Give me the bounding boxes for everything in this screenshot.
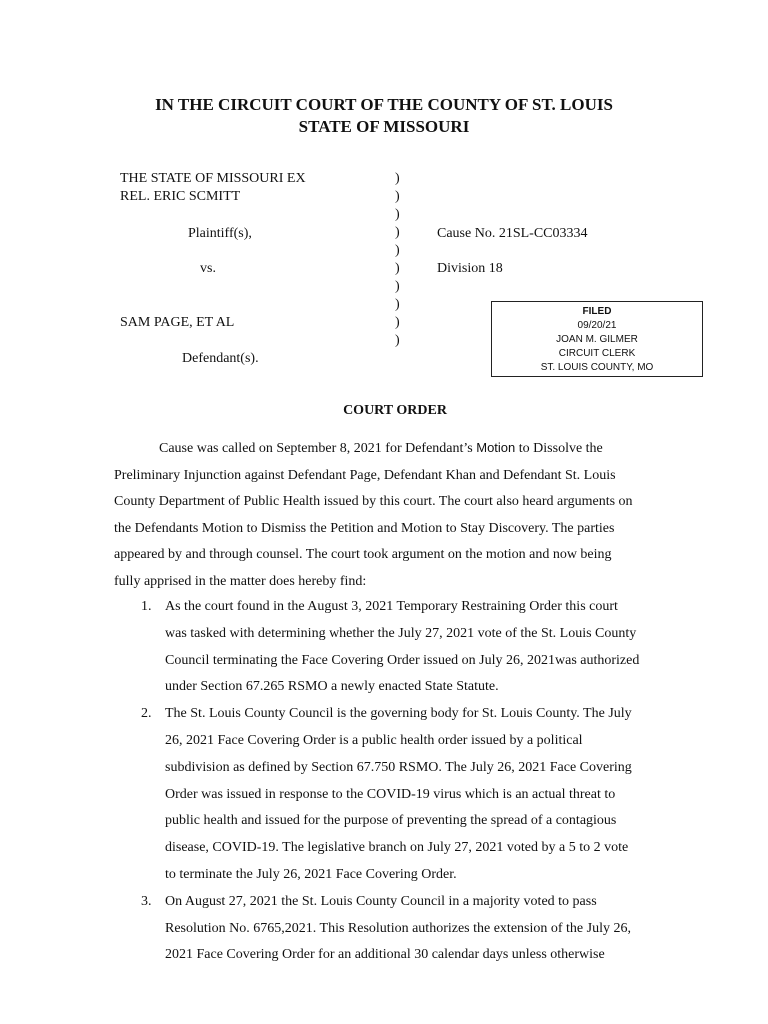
stamp-filed: FILED [582, 306, 612, 317]
versus-label: vs. [200, 261, 216, 276]
finding-line: public health and issued for the purpose of preventing the spread of a contagious [165, 813, 617, 829]
intro-line: Preliminary Injunction against Defendant Page, Defendant Khan and Defendant St. Louis [114, 467, 616, 483]
finding-line: disease, COVID-19. The legislative branch on July 27, 2021 voted by a 5 to 2 vote [165, 840, 629, 856]
finding-line: The St. Louis County Council is the governing body for St. Louis County. The July [165, 706, 632, 722]
intro-line: fully apprised in the matter does hereby find: [114, 573, 367, 589]
division-number: Division 18 [437, 261, 503, 276]
intro-line: appeared by and through counsel. The court took argument on the motion and now being [114, 547, 612, 562]
paren: ) [395, 171, 400, 186]
plaintiff-name-line1: THE STATE OF MISSOURI EX [120, 171, 306, 186]
paren: ) [395, 207, 400, 222]
stamp-clerk-name: JOAN M. GILMER [556, 334, 638, 345]
court-state: STATE OF MISSOURI [298, 117, 470, 136]
plaintiff-role: Plaintiff(s), [188, 226, 252, 241]
finding-number: 2. [141, 706, 152, 722]
finding-line: Resolution No. 6765,2021. This Resolution authorizes the extension of the July 26, [165, 920, 631, 936]
paren: ) [395, 279, 400, 294]
intro-text: Cause was called on September 8, 2021 for Defendant’s [159, 441, 477, 456]
finding-item [141, 594, 701, 701]
intro-text-motion: Motion [476, 440, 516, 455]
intro-line: the Defendants Motion to Dismiss the Petition and Motion to Stay Discovery. The parties [114, 520, 615, 536]
finding-line: under Section 67.265 RSMO a newly enacted State Statute. [165, 679, 499, 695]
paren: ) [395, 315, 400, 330]
finding-line: 26, 2021 Face Covering Order is a public health order issued by a political [165, 732, 583, 748]
paren: ) [395, 333, 400, 348]
finding-line: subdivision as defined by Section 67.750 RSMO. The July 26, 2021 Face Covering [165, 759, 632, 775]
order-heading: COURT ORDER [343, 403, 447, 418]
paren: ) [395, 261, 400, 276]
paren: ) [395, 225, 400, 240]
paren: ) [395, 297, 400, 312]
cause-number: Cause No. 21SL-CC03334 [437, 226, 588, 241]
stamp-county: ST. LOUIS COUNTY, MO [540, 362, 654, 373]
finding-line: Council terminating the Face Covering Order issued on July 26, 2021was authorized [165, 652, 640, 668]
finding-line: As the court found in the August 3, 2021 Temporary Restraining Order this court [165, 599, 618, 614]
finding-item [141, 701, 701, 889]
intro-line [114, 435, 684, 463]
plaintiff-name-line2: REL. ERIC SCMITT [120, 189, 241, 204]
finding-line: On August 27, 2021 the St. Louis County Council in a majority voted to pass [165, 893, 597, 909]
intro-paragraph [114, 435, 684, 595]
paren: ) [395, 189, 400, 204]
defendant-role: Defendant(s). [182, 351, 259, 366]
stamp-date: 09/20/21 [577, 320, 617, 331]
caption-parentheses [395, 170, 400, 350]
stamp-clerk-title: CIRCUIT CLERK [558, 348, 636, 359]
finding-number: 3. [141, 893, 152, 909]
filed-stamp [491, 301, 703, 377]
findings-list [141, 594, 701, 969]
finding-item [141, 889, 701, 969]
finding-line: to terminate the July 26, 2021 Face Covering Order. [165, 866, 457, 882]
finding-line: 2021 Face Covering Order for an additional 30 calendar days unless otherwise [165, 947, 605, 963]
finding-line: Order was issued in response to the COVID-19 virus which is an actual threat to [165, 786, 616, 802]
intro-text: to Dissolve the [515, 441, 603, 456]
paren: ) [395, 243, 400, 258]
defendant-name: SAM PAGE, ET AL [120, 315, 235, 330]
finding-line: was tasked with determining whether the July 27, 2021 vote of the St. Louis County [165, 625, 637, 641]
finding-number: 1. [141, 599, 152, 614]
intro-line: County Department of Public Health issued by this court. The court also heard arguments on [114, 494, 633, 509]
court-title: IN THE CIRCUIT COURT OF THE COUNTY OF ST. LOUIS [155, 95, 613, 114]
